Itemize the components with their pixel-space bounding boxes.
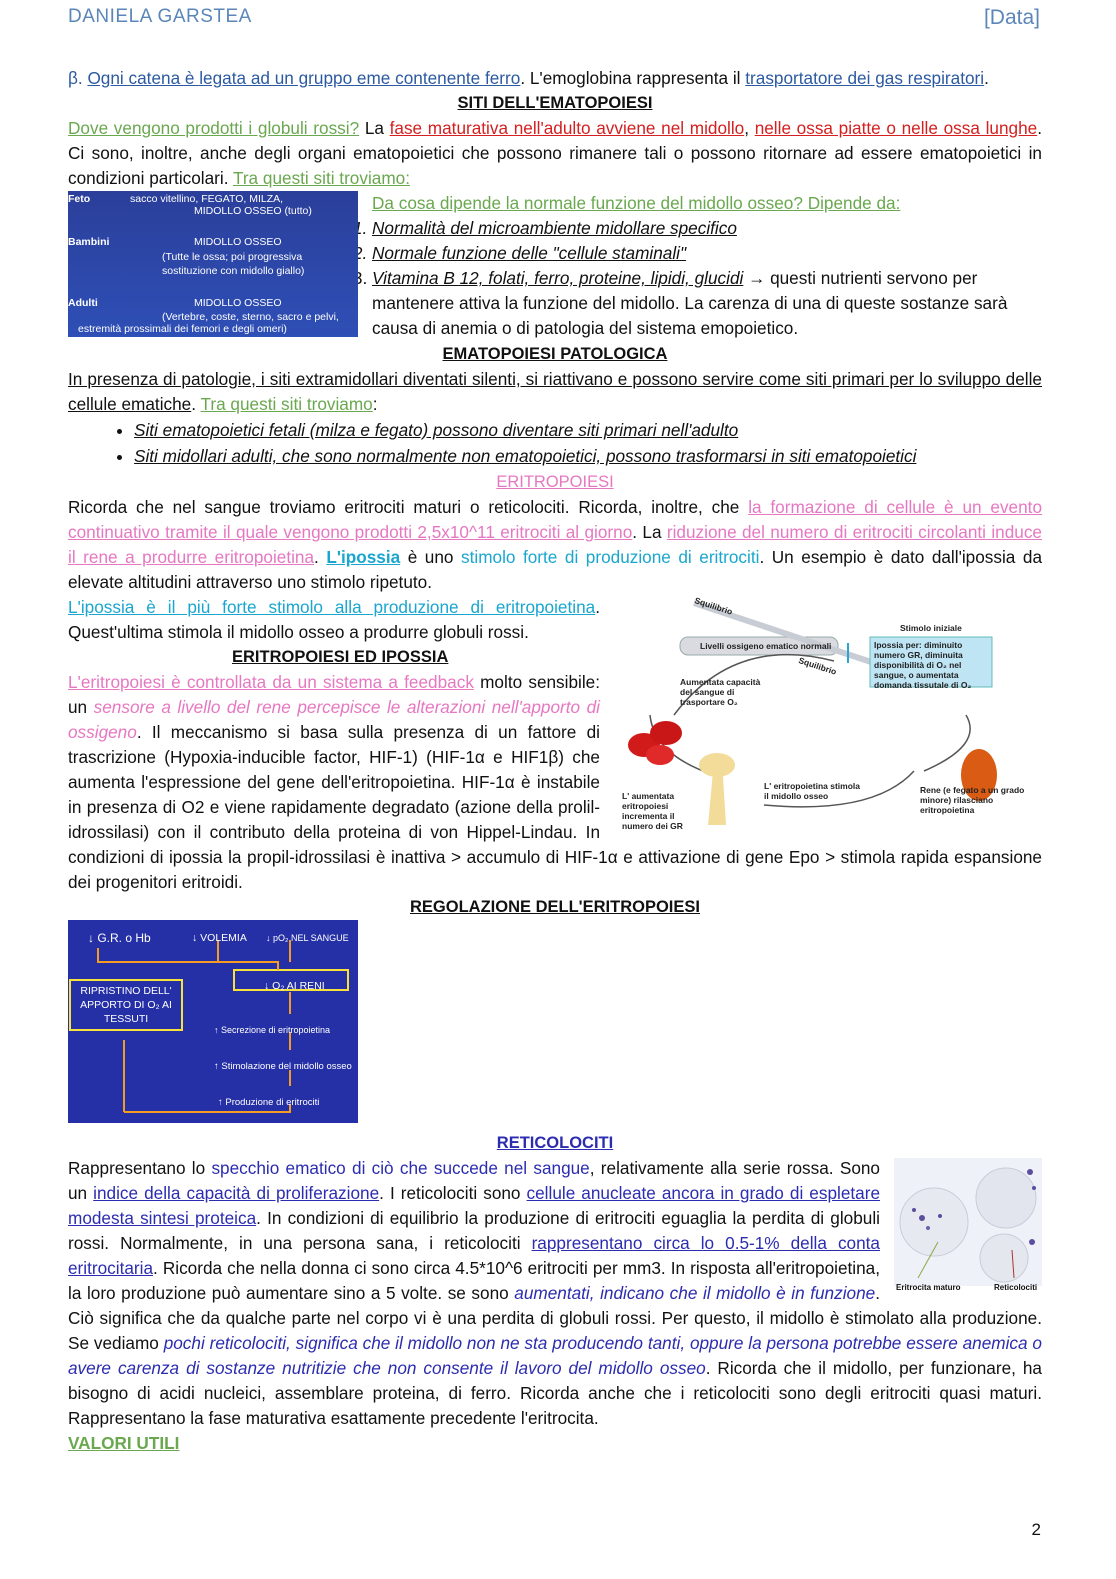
text-span: . Il meccanismo si basa sulla presenza di un fattore di trascrizione (Hypoxia-inducible factor, HIF-1) (HIF-1α e HIF1β) che aumenta l'espressione del gene dell'eritropoietina. HIF-1α è instabile in presenza di O2 e viene rapidamente degradato (azione della prolil-idrossilasi) con il contributo della proteina di von Hippel-Lindau. In condizioni di ipossia la propil-idrossilasi è inattiva > accumulo di HIF-1α e attivazione di gene Epo > stimola rapida espansione dei progenitori eritroidi.	[68, 722, 1042, 892]
gr-label: ↓ G.R. o Hb	[88, 931, 151, 945]
text-span: . La	[632, 522, 667, 542]
rbc-production-label: ↑ Produzione di eritrociti	[218, 1097, 320, 1108]
heading-siti: SITI DELL'EMATOPOIESI	[457, 94, 653, 112]
patologica-underlined: In presenza di patologie, i siti extramidollari diventati silenti, si riattivano e possono servire come siti primari per lo sviluppo delle cellule ematiche	[68, 369, 1042, 414]
text-span: ,	[744, 118, 755, 138]
siti-question: Dove vengono prodotti i globuli rossi?	[68, 118, 360, 138]
initial-stimulus-label: Stimolo iniziale	[900, 623, 962, 633]
eritro-cyan-1: L'ipossia	[326, 547, 401, 567]
marrow-stimulation-label: ↑ Stimolazione del midollo osseo	[214, 1061, 352, 1072]
capacity-label: Aumentata capacità del sangue di trasportare O₂	[680, 677, 761, 707]
feto-desc-2: MIDOLLO OSSEO (tutto)	[194, 205, 312, 217]
intro-link-2: trasportatore dei gas respiratori	[745, 68, 985, 88]
text-span: . Ciò significa che da qualche parte nel corpo vi è una perdita di globuli rossi. Per questo, il midollo è stimolato alla produzione. Se vediamo	[68, 1283, 1042, 1353]
retic-navy-1: specchio ematico di ciò che succede nel sangue	[211, 1158, 590, 1178]
adulti-desc: MIDOLLO OSSEO	[194, 297, 282, 309]
ipossia-pink-2: sensore a livello del rene percepisce le alterazioni nell'apporto di ossigeno	[68, 697, 600, 742]
text-span: Rappresentano lo	[68, 1158, 212, 1178]
text-span: molto sensibile: un	[68, 672, 600, 717]
siti-paragraph	[68, 116, 1042, 191]
text-span: . Ricorda che il midollo, per funzionare, ha bisogno di acidi nucleici, assemblare proteina, di ferro. Ricorda anche che i reticolociti sono degli eritrociti quasi maturi. Rappresentano la fase maturativa esattamente precedente l'eritrocita.	[68, 1358, 1042, 1428]
page-body	[68, 66, 1042, 1456]
list-item: 1. Normalità del microambiente midollare specifico	[97, 216, 1042, 241]
midollo-question-text: Da cosa dipende la normale funzione del midollo osseo? Dipende da:	[372, 193, 901, 213]
reticulocyte-svg	[894, 1158, 1042, 1286]
text-span: . Un esempio è dato dall'ipossia da elevate altitudini attraverso uno stimolo ripetuto.	[68, 547, 1043, 592]
text-span: :	[372, 394, 378, 414]
adulti-desc-3: estremità prossimali dei femori e degli omeri)	[78, 323, 287, 335]
page-number: 2	[1031, 1520, 1041, 1539]
valori-utili-heading: VALORI UTILI	[68, 1433, 180, 1453]
heading-ipossia: ERITROPOIESI ED IPOSSIA	[232, 648, 449, 666]
intro-link-1: Ogni catena è legata ad un gruppo eme contenente ferro	[87, 68, 521, 88]
text-span: . I reticolociti sono	[379, 1183, 527, 1203]
beta-text: β.	[68, 68, 88, 88]
initial-stimulus-box: Ipossia per: diminuito numero GR, diminuita disponibilità di O₂ nel sangue, o aumentata domanda tissutale di O₂	[874, 640, 972, 690]
eritro-pink-1: la formazione di cellule è un evento continuativo tramite il quale vengono prodotti 2,5x10^11 eritrociti al giorno	[68, 497, 1042, 542]
text-span: .	[191, 394, 201, 414]
eritro-cyan-3: L'ipossia è il più forte stimolo alla produzione di eritropoietina	[68, 597, 596, 617]
adulti-desc-2: (Vertebre, coste, sterno, sacro e pelvi,	[162, 311, 339, 323]
sites-by-age-image	[68, 191, 358, 337]
patologica-green: Tra questi siti troviamo	[200, 394, 373, 414]
heading-reticolociti: RETICOLOCITI	[496, 1134, 614, 1152]
text-span: . Quest'ultima stimola il midollo osseo a produrre globuli rossi.	[68, 597, 600, 642]
list-item-3-rest: → questi nutrienti servono per mantenere attiva la funzione del midollo. La carenza di una di queste sostanze sarà causa di anemia o di patologia del sistema emopoietico.	[372, 268, 1008, 338]
regulation-diagram	[68, 920, 358, 1123]
text-span: Ricorda che nel sangue troviamo eritrociti maturi o reticolociti. Ricorda, inoltre, che	[68, 497, 749, 517]
text-span: , relativamente alla serie rossa. Sono un	[68, 1158, 880, 1203]
heading-regolazione: REGOLAZIONE DELL'ERITROPOIESI	[410, 898, 700, 916]
restore-o2-label: RIPRISTINO DELL' APPORTO DI O₂ AI TESSUTI	[80, 985, 172, 1025]
reticulocyte-label: Reticolociti	[994, 1283, 1038, 1292]
siti-red-2: nelle ossa piatte o nelle ossa lunghe	[754, 118, 1038, 138]
text-span: La	[359, 118, 390, 138]
siti-green-1: Tra questi siti troviamo:	[232, 168, 410, 188]
feto-desc: sacco vitellino, FEGATO, MILZA,	[130, 193, 284, 205]
list-item-3-text: Vitamina B 12, folati, ferro, proteine, lipidi, glucidi	[372, 268, 744, 288]
volemia-label: ↓ VOLEMIA	[192, 932, 247, 944]
eritro-paragraph-1	[68, 495, 1042, 595]
bambini-desc-2: (Tutte le ossa; poi progressiva	[162, 251, 303, 263]
list-item: • Siti midollari adulti, che sono normalmente non ematopoietici, possono trasformarsi in siti ematopoietici	[134, 444, 1042, 469]
increased-erythropoiesis-label: L' aumentata eritropoiesi incrementa il numero dei GR	[622, 791, 683, 831]
text-span: . Ci sono, inoltre, anche degli organi ematopoietici che possono rimanere tali o possono ritornare ad essere ematopoietici in condizioni particolari.	[68, 118, 1042, 188]
kidney-label: Rene (e fegato a un grado minore) rilasciano eritropoietina	[920, 785, 1025, 815]
patologica-paragraph	[68, 367, 1042, 417]
list-item: 2. Normale funzione delle "cellule staminali"	[97, 241, 1042, 266]
text-span: . Ricorda che nella donna ci sono circa 4.5*10^6 eritrociti per mm3. In risposta all'eritropoietina, la loro produzione può aumentare sino a 5 volte. se sono	[68, 1258, 880, 1303]
page-header	[68, 6, 1040, 30]
normal-oxygen-bar-label: Livelli ossigeno ematico normali	[700, 641, 832, 651]
text-span: . In condizioni di equilibrio la produzione di eritrociti eguaglia la perdita di globuli rossi. Normalmente, in una persona sana, i reticolociti	[68, 1208, 880, 1253]
squilibrio-label-1: Squilibrio	[693, 595, 734, 617]
date-field: [Data]	[983, 6, 1040, 29]
reticulocyte-image	[894, 1158, 1042, 1292]
po2-label: ↓ pO₂ NEL SANGUE	[266, 933, 349, 943]
bambini-desc: MIDOLLO OSSEO	[194, 236, 282, 248]
label-adulti: Adulti	[68, 297, 98, 309]
text-span: è uno	[400, 547, 461, 567]
retic-italic-2: pochi reticolociti, significa che il midollo non ne sta producendo tanti, oppure la persona potrebbe essere anemica o avere carenza di sostanze nutritizie che non consente il lavoro del midollo osseo	[68, 1333, 1042, 1378]
epo-secretion-label: ↑ Secrezione di eritropoietina	[214, 1025, 331, 1035]
heading-patologica: EMATOPOIESI PATOLOGICA	[442, 345, 668, 363]
retic-navy-4: rappresentano circa lo 0.5-1% della conta eritrocitaria	[68, 1233, 880, 1278]
label-feto: Feto	[68, 193, 91, 205]
ipossia-pink-1: L'eritropoiesi è controllata da un sistema a feedback	[68, 672, 474, 692]
mature-rbc-label: Eritrocita maturo	[896, 1283, 961, 1292]
kidney-o2-label: ↓ O₂ AI RENI	[264, 980, 325, 992]
patologica-list	[68, 418, 1042, 469]
feedback-diagram	[614, 595, 1042, 831]
heading-eritropoiesi: ERITROPOIESI	[496, 473, 614, 491]
intro-text: . L'emoglobina rappresenta il	[520, 68, 746, 88]
epo-stimulates-label: L' eritropoietina stimola il midollo osseo	[764, 781, 861, 801]
bambini-desc-3: sostituzione con midollo giallo)	[162, 265, 305, 277]
siti-red-1: fase maturativa nell'adulto avviene nel midollo	[389, 118, 745, 138]
eritro-cyan-2: stimolo forte di produzione di eritrociti	[461, 547, 760, 567]
text-span: .	[314, 547, 327, 567]
list-item: • Siti ematopoietici fetali (milza e fegato) possono diventare siti primari nell'adulto	[134, 418, 1042, 443]
intro-paragraph	[68, 66, 1042, 91]
label-bambini: Bambini	[68, 236, 110, 248]
intro-end: .	[984, 68, 989, 88]
retic-navy-3: cellule anucleate ancora in grado di espletare modesta sintesi proteica	[68, 1183, 881, 1228]
author-name: DANIELA GARSTEA	[68, 6, 252, 27]
squilibrio-label-2: Squilibrio	[797, 655, 838, 677]
retic-italic-1: aumentati, indicano che il midollo è in funzione	[514, 1283, 876, 1303]
retic-navy-2: indice della capacità di proliferazione	[93, 1183, 380, 1203]
eritro-pink-2: riduzione del numero di eritrociti circolanti induce il rene a produrre eritropoietina	[68, 522, 1042, 567]
